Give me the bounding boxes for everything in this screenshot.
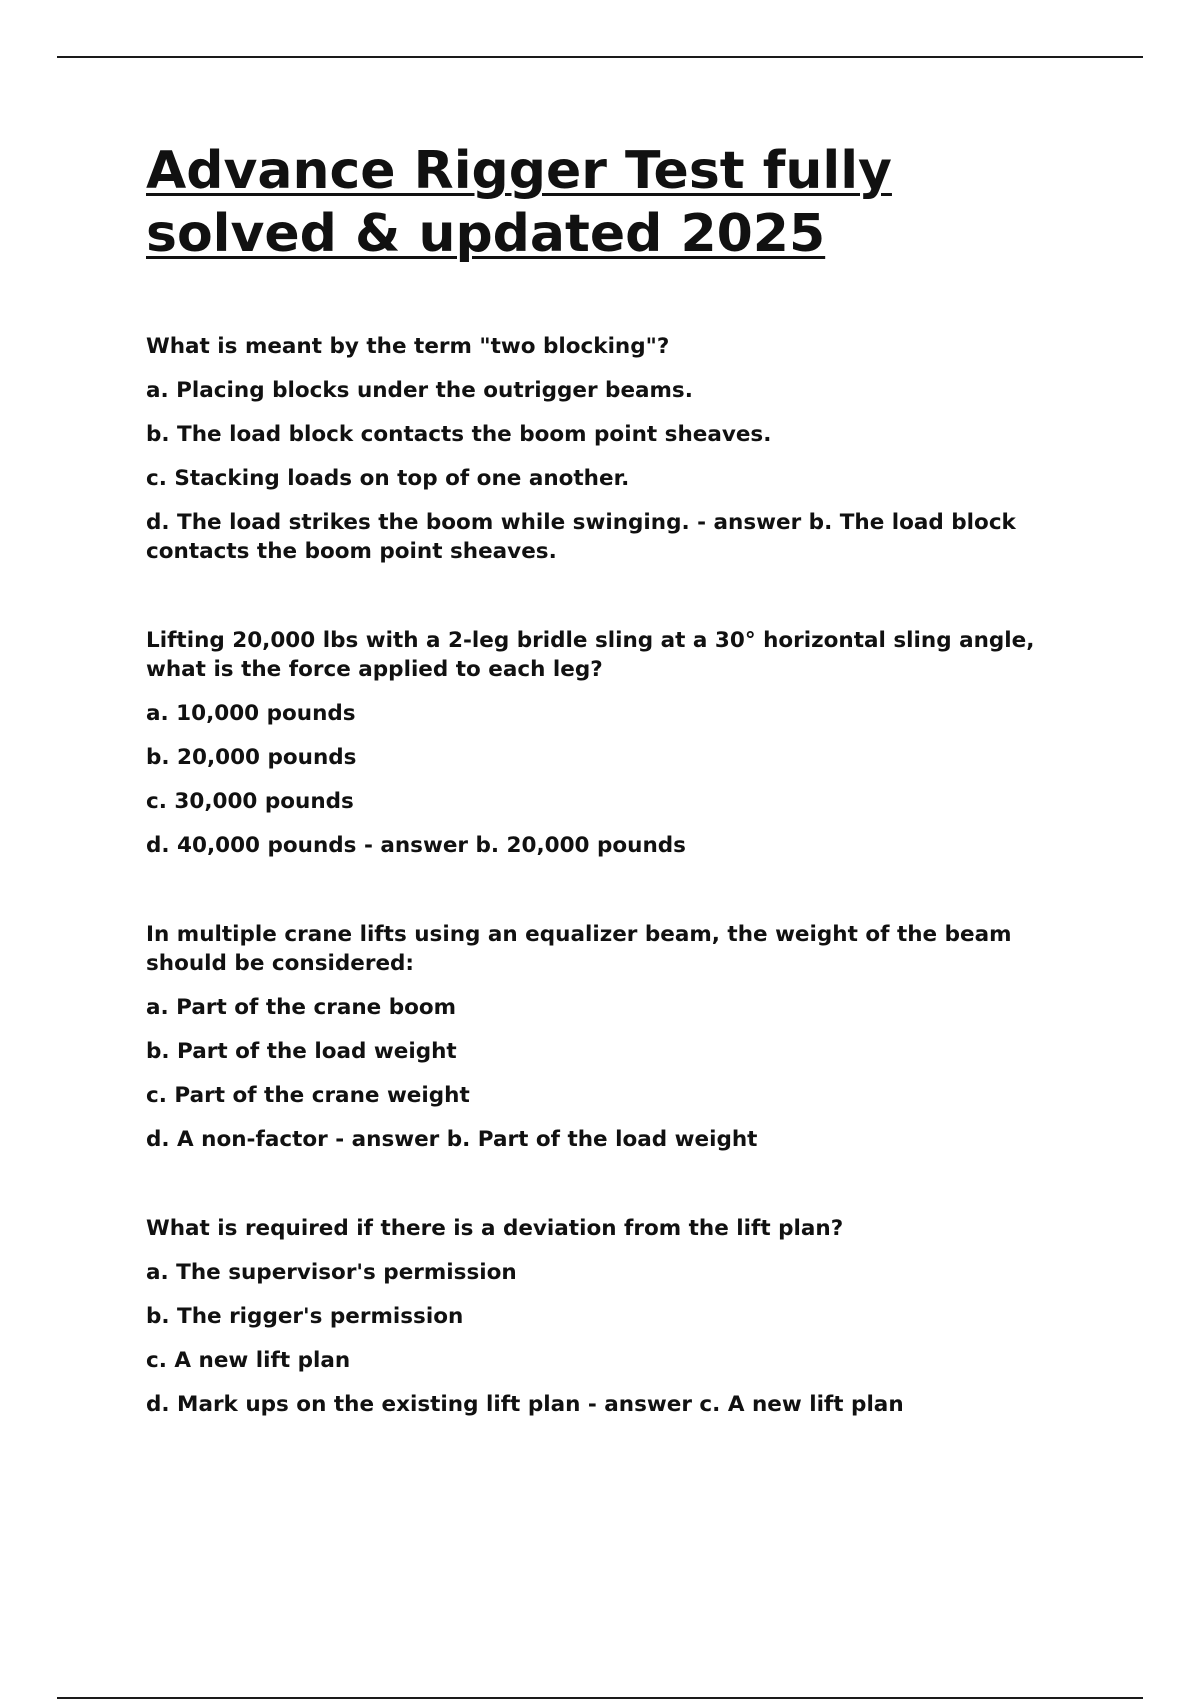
option-c: c. Stacking loads on top of one another. <box>146 466 630 491</box>
question-text: In multiple crane lifts using an equalizer beam, the weight of the beam should be considered: <box>146 922 1012 976</box>
option-b: b. Part of the load weight <box>146 1039 457 1064</box>
question-block-3 <box>146 920 1076 1154</box>
option-a: a. The supervisor's permission <box>146 1260 517 1285</box>
document-body <box>146 140 1076 1479</box>
question-block-4 <box>146 1214 1076 1419</box>
option-c: c. 30,000 pounds <box>146 789 354 814</box>
question-block-1 <box>146 332 1076 566</box>
option-d-with-answer: d. The load strikes the boom while swinging. - answer b. The load block contacts the boom point sheaves. <box>146 510 1016 564</box>
question-text: Lifting 20,000 lbs with a 2-leg bridle sling at a 30° horizontal sling angle, what is the force applied to each leg? <box>146 628 1035 682</box>
option-c: c. A new lift plan <box>146 1348 351 1373</box>
question-block-2 <box>146 626 1076 860</box>
option-d-with-answer: d. Mark ups on the existing lift plan - answer c. A new lift plan <box>146 1392 904 1417</box>
option-a: a. Placing blocks under the outrigger beams. <box>146 378 693 403</box>
option-d-with-answer: d. A non-factor - answer b. Part of the load weight <box>146 1127 758 1152</box>
option-b: b. The rigger's permission <box>146 1304 464 1329</box>
question-text: What is meant by the term "two blocking"? <box>146 334 670 359</box>
option-b: b. 20,000 pounds <box>146 745 357 770</box>
option-a: a. 10,000 pounds <box>146 701 356 726</box>
option-a: a. Part of the crane boom <box>146 995 457 1020</box>
document-title: Advance Rigger Test fully solved & updated 2025 <box>146 141 892 264</box>
option-b: b. The load block contacts the boom point sheaves. <box>146 422 772 447</box>
footer-rule <box>57 1697 1143 1699</box>
question-text: What is required if there is a deviation from the lift plan? <box>146 1216 844 1241</box>
header-rule <box>57 56 1143 58</box>
option-d-with-answer: d. 40,000 pounds - answer b. 20,000 pounds <box>146 833 686 858</box>
option-c: c. Part of the crane weight <box>146 1083 470 1108</box>
